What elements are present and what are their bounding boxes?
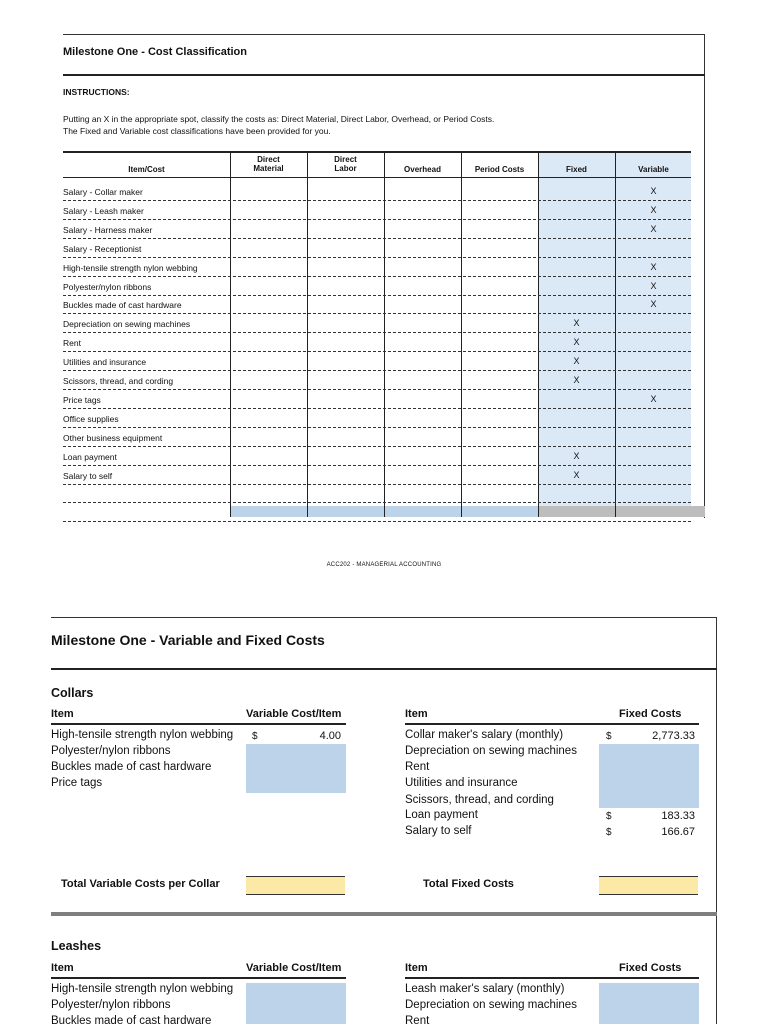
leashes-variable-header: Variable Cost/Item [246,962,342,974]
collar-var-item: Polyester/nylon ribbons [51,745,171,757]
leash-fixed-item: Leash maker's salary (monthly) [405,983,565,995]
summary-row-grey [538,506,705,517]
instructions-line-2: The Fixed and Variable cost classifications have been provided for you. [63,126,331,136]
cost-item-label: Salary - Harness maker [63,224,153,235]
title-divider [63,74,705,76]
instructions-heading: INSTRUCTIONS: [63,87,130,97]
collar-var-amount[interactable]: 4.00 [319,730,341,742]
variable-mark[interactable]: X [650,393,657,404]
collar-var-currency: $ [252,731,258,742]
leashes-fixed-item-header: Item [405,962,428,974]
col-header-period-costs: Period Costs [474,165,525,174]
row-divider [63,219,691,220]
fixed-mark[interactable]: X [573,375,580,385]
row-divider [63,276,691,277]
collar-fixed-currency: $ [606,731,612,742]
variable-mark[interactable]: X [650,280,657,291]
grid-line [307,151,308,517]
row-divider [63,238,691,239]
leash-var-input-cells[interactable] [246,983,346,1024]
col-header-direct-material-line1: Direct [257,155,280,164]
row-divider [63,389,691,390]
table-header-top-rule [63,151,691,153]
col-header-variable: Variable [638,165,669,174]
collar-fixed-item: Utilities and insurance [405,777,518,789]
collars-fixed-header: Fixed Costs [619,708,682,720]
leashes-item-header: Item [51,962,74,974]
collars-fixed-header-rule [405,723,699,725]
leash-var-item: Buckles made of cast hardware [51,1015,212,1027]
table-header-bottom-rule [63,177,691,178]
leash-fixed-item: Depreciation on sewing machines [405,999,577,1011]
collar-fixed-item: Loan payment [405,809,478,821]
fixed-mark[interactable]: X [573,356,580,367]
variable-mark[interactable]: X [650,223,657,234]
collar-fixed-amount-loan[interactable]: 183.33 [661,810,695,822]
row-divider [63,351,691,352]
row-divider [63,332,691,333]
grid-line [230,151,231,517]
collar-var-item: Price tags [51,777,103,789]
collar-fixed-amount-salary[interactable]: 2,773.33 [652,730,695,742]
page2-title-divider [51,668,717,670]
cost-item-label: Salary to self [63,470,113,481]
cost-item-label: Salary - Leash maker [63,205,144,216]
collar-var-input-cells[interactable] [246,744,346,793]
fixed-mark[interactable]: X [573,450,580,461]
leash-fixed-item: Rent [405,1015,430,1027]
variable-mark[interactable]: X [650,299,657,310]
leashes-fixed-header-rule [405,977,699,979]
grid-line [461,151,462,517]
grid-line [384,151,385,517]
total-variable-cell[interactable] [246,876,345,895]
total-fixed-cell[interactable] [599,876,698,895]
instructions-line-1: Putting an X in the appropriate spot, classify the costs as: Direct Material, Direct Labor, Overhead, or Period Costs. [63,114,495,124]
variable-mark[interactable]: X [650,186,657,196]
page2-top-border [51,617,717,618]
page1-top-border [63,34,705,35]
collar-fixed-item: Scissors, thread, and cording [405,794,554,806]
collars-variable-header: Variable Cost/Item [246,708,342,720]
collar-fixed-item: Salary to self [405,825,472,837]
page2-title: Milestone One - Variable and Fixed Costs [51,632,325,648]
section-separator [51,912,717,916]
cost-item-label: High-tensile strength nylon webbing [63,262,198,273]
page-footer: ACC202 - MANAGERIAL ACCOUNTING [326,562,442,568]
collars-heading: Collars [51,686,94,700]
collars-item-header: Item [51,708,74,720]
total-fixed-label: Total Fixed Costs [423,878,514,890]
grid-line [538,151,539,517]
cost-item-label: Other business equipment [63,432,163,443]
cost-item-label: Loan payment [63,451,117,462]
leash-var-item: High-tensile strength nylon webbing [51,983,234,995]
leash-fixed-input-cells[interactable] [599,983,699,1024]
col-header-fixed: Fixed [566,165,587,174]
cost-item-label: Polyester/nylon ribbons [63,281,152,292]
collar-fixed-input-cells[interactable] [599,744,699,808]
collar-var-item: High-tensile strength nylon webbing [51,729,234,741]
collar-fixed-amount-self[interactable]: 166.67 [661,826,695,838]
page2-right-border [716,617,717,1024]
row-divider [63,313,691,314]
page1-right-border [704,34,705,518]
row-divider [63,257,691,258]
fixed-mark[interactable]: X [573,318,580,329]
collar-fixed-currency: $ [606,811,612,822]
leashes-fixed-header: Fixed Costs [619,962,682,974]
leashes-variable-header-rule [51,977,346,979]
row-divider [63,465,691,466]
row-divider [63,200,691,201]
row-divider [63,370,691,371]
collar-var-item: Buckles made of cast hardware [51,761,212,773]
row-divider [63,408,691,409]
variable-mark[interactable]: X [650,261,657,272]
row-divider [63,295,691,296]
collar-fixed-item: Rent [405,761,430,773]
collar-fixed-item: Depreciation on sewing machines [405,745,577,757]
row-divider [63,521,691,522]
cost-item-label: Price tags [63,394,101,405]
col-header-overhead: Overhead [404,165,441,174]
fixed-mark[interactable]: X [573,337,580,348]
cost-item-label: Office supplies [63,413,119,424]
collar-fixed-currency: $ [606,827,612,838]
leash-var-item: Polyester/nylon ribbons [51,999,171,1011]
col-header-item: Item/Cost [128,165,165,174]
col-header-direct-labor-line1: Direct [334,155,357,164]
row-divider [63,484,691,485]
cost-item-label: Buckles made of cast hardware [63,300,182,311]
col-header-direct-material [230,155,307,173]
fixed-mark[interactable]: X [573,469,580,480]
collar-fixed-item: Collar maker's salary (monthly) [405,729,564,741]
leashes-heading: Leashes [51,939,102,953]
row-divider [63,446,691,447]
cost-item-label: Salary - Collar maker [63,187,143,197]
cost-item-label: Utilities and insurance [63,357,147,368]
cost-item-label: Salary - Receptionist [63,243,142,254]
row-divider [63,427,691,428]
cost-item-label: Rent [63,338,81,349]
collars-fixed-item-header: Item [405,708,428,720]
collars-variable-header-rule [51,723,346,725]
page1-title: Milestone One - Cost Classification [63,46,247,58]
total-variable-label: Total Variable Costs per Collar [61,878,220,890]
col-header-direct-material-line2: Material [253,164,284,173]
cost-item-label: Depreciation on sewing machines [63,319,191,330]
col-header-direct-labor-line2: Labor [334,164,357,173]
row-divider [63,502,691,503]
variable-mark[interactable]: X [650,204,657,215]
cost-item-label: Scissors, thread, and cording [63,376,174,386]
col-header-direct-labor [307,155,384,173]
